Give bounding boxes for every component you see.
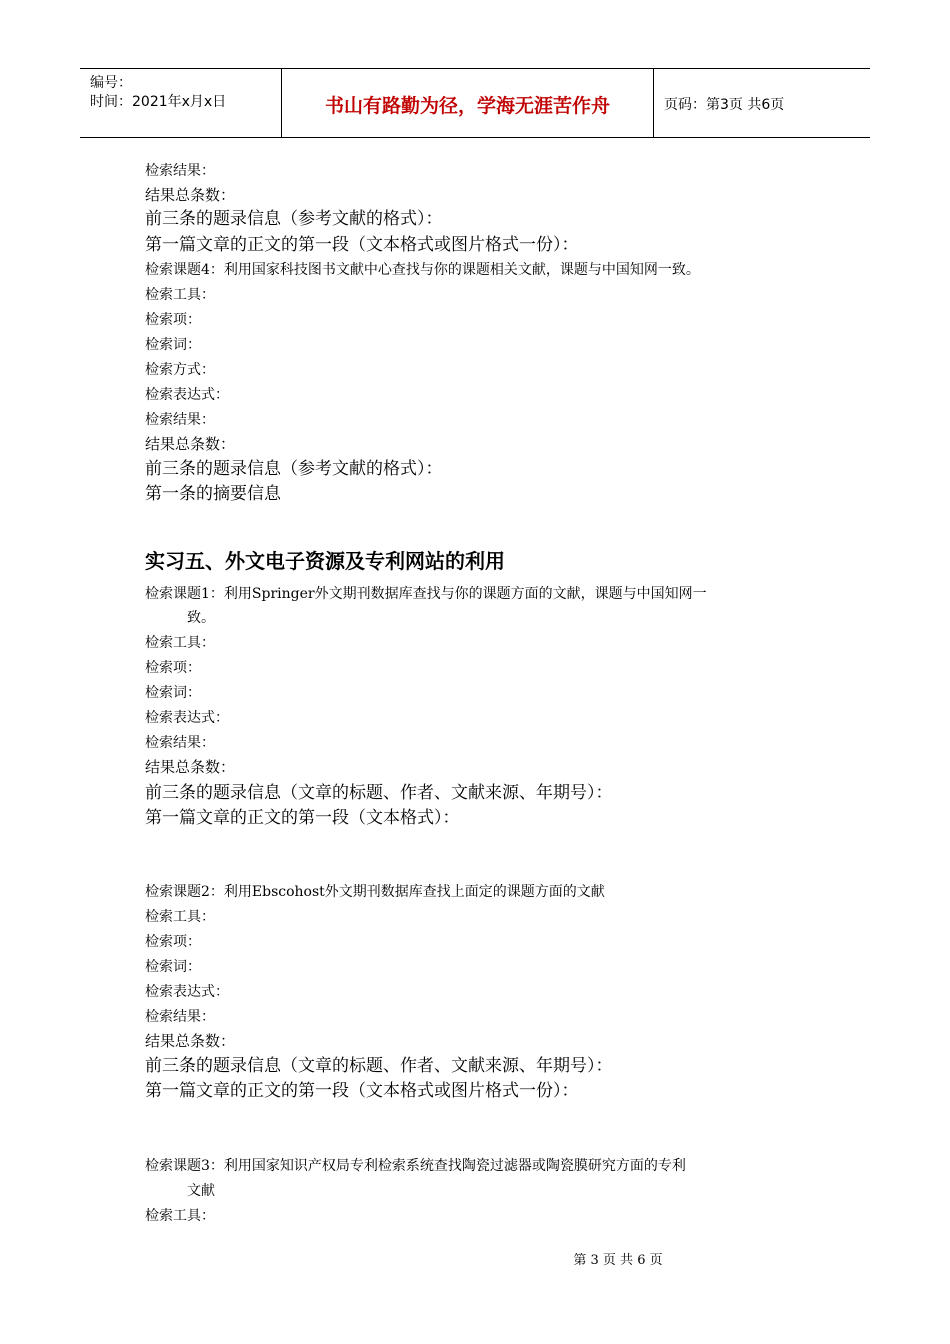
topic4-total: 结果总条数： <box>145 435 236 453</box>
page-footer <box>0 1249 950 1268</box>
topic4-abstract: 第一条的摘要信息 <box>145 484 281 504</box>
block1-first-three: 前三条的题录信息（参考文献的格式）： <box>145 209 443 229</box>
s5-topic1-word: 检索词： <box>145 685 201 701</box>
block1-result: 检索结果： <box>145 163 215 179</box>
topic4-tool: 检索工具： <box>145 287 215 303</box>
block1-total: 结果总条数： <box>145 186 236 204</box>
s5-topic1-total: 结果总条数： <box>145 758 236 776</box>
footer-page-number: 第 3 页 共 6 页 <box>573 1253 663 1268</box>
s5-topic1-result: 检索结果： <box>145 735 215 751</box>
section-heading: 实习五、外文电子资源及专利网站的利用 <box>145 549 505 573</box>
s5-topic1-first-para: 第一篇文章的正文的第一段（文本格式）： <box>145 808 460 828</box>
s5-topic3-title-line1: 检索课题3：利用国家知识产权局专利检索系统查找陶瓷过滤器或陶瓷膜研究方面的专利 <box>145 1158 686 1174</box>
s5-topic2-tool: 检索工具： <box>145 909 215 925</box>
topic4-result: 检索结果： <box>145 412 215 428</box>
s5-topic2-first-three: 前三条的题录信息（文章的标题、作者、文献来源、年期号）： <box>145 1056 613 1076</box>
block1-first-para: 第一篇文章的正文的第一段（文本格式或图片格式一份）： <box>145 235 579 255</box>
s5-topic1-first-three: 前三条的题录信息（文章的标题、作者、文献来源、年期号）： <box>145 783 613 803</box>
topic4-title: 检索课题4：利用国家科技图书文献中心查找与你的课题相关文献，课题与中国知网一致。 <box>145 262 700 278</box>
header-page-cell <box>654 69 870 137</box>
header-number-label: 编号： <box>90 75 132 91</box>
s5-topic2-first-para: 第一篇文章的正文的第一段（文本格式或图片格式一份）： <box>145 1081 579 1101</box>
s5-topic3-title-line2: 文献 <box>187 1183 215 1199</box>
header-page-info: 页码：第3页 共6页 <box>664 97 785 113</box>
s5-topic2-item: 检索项： <box>145 934 201 950</box>
s5-topic2-title: 检索课题2：利用Ebscohost外文期刊数据库查找上面定的课题方面的文献 <box>145 884 605 900</box>
s5-topic1-expr: 检索表达式： <box>145 710 229 726</box>
topic4-word: 检索词： <box>145 337 201 353</box>
header-motto: 书山有路勤为径，学海无涯苦作舟 <box>324 95 610 117</box>
s5-topic3-tool: 检索工具： <box>145 1208 215 1224</box>
s5-topic2-result: 检索结果： <box>145 1009 215 1025</box>
s5-topic1-item: 检索项： <box>145 660 201 676</box>
s5-topic2-word: 检索词： <box>145 959 201 975</box>
s5-topic2-total: 结果总条数： <box>145 1032 236 1050</box>
topic4-method: 检索方式： <box>145 362 215 378</box>
s5-topic1-tool: 检索工具： <box>145 635 215 651</box>
topic4-expr: 检索表达式： <box>145 387 229 403</box>
s5-topic2-expr: 检索表达式： <box>145 984 229 1000</box>
topic4-item: 检索项： <box>145 312 201 328</box>
header-motto-cell <box>282 69 654 137</box>
s5-topic1-title-line1: 检索课题1：利用Springer外文期刊数据库查找与你的课题方面的文献，课题与中国知网一 <box>145 586 707 602</box>
page-header <box>80 68 870 138</box>
header-meta-cell <box>80 69 282 137</box>
topic4-first-three: 前三条的题录信息（参考文献的格式）： <box>145 459 443 479</box>
header-date-label: 时间：2021年x月x日 <box>90 94 227 110</box>
s5-topic1-title-line2: 致。 <box>187 610 215 626</box>
